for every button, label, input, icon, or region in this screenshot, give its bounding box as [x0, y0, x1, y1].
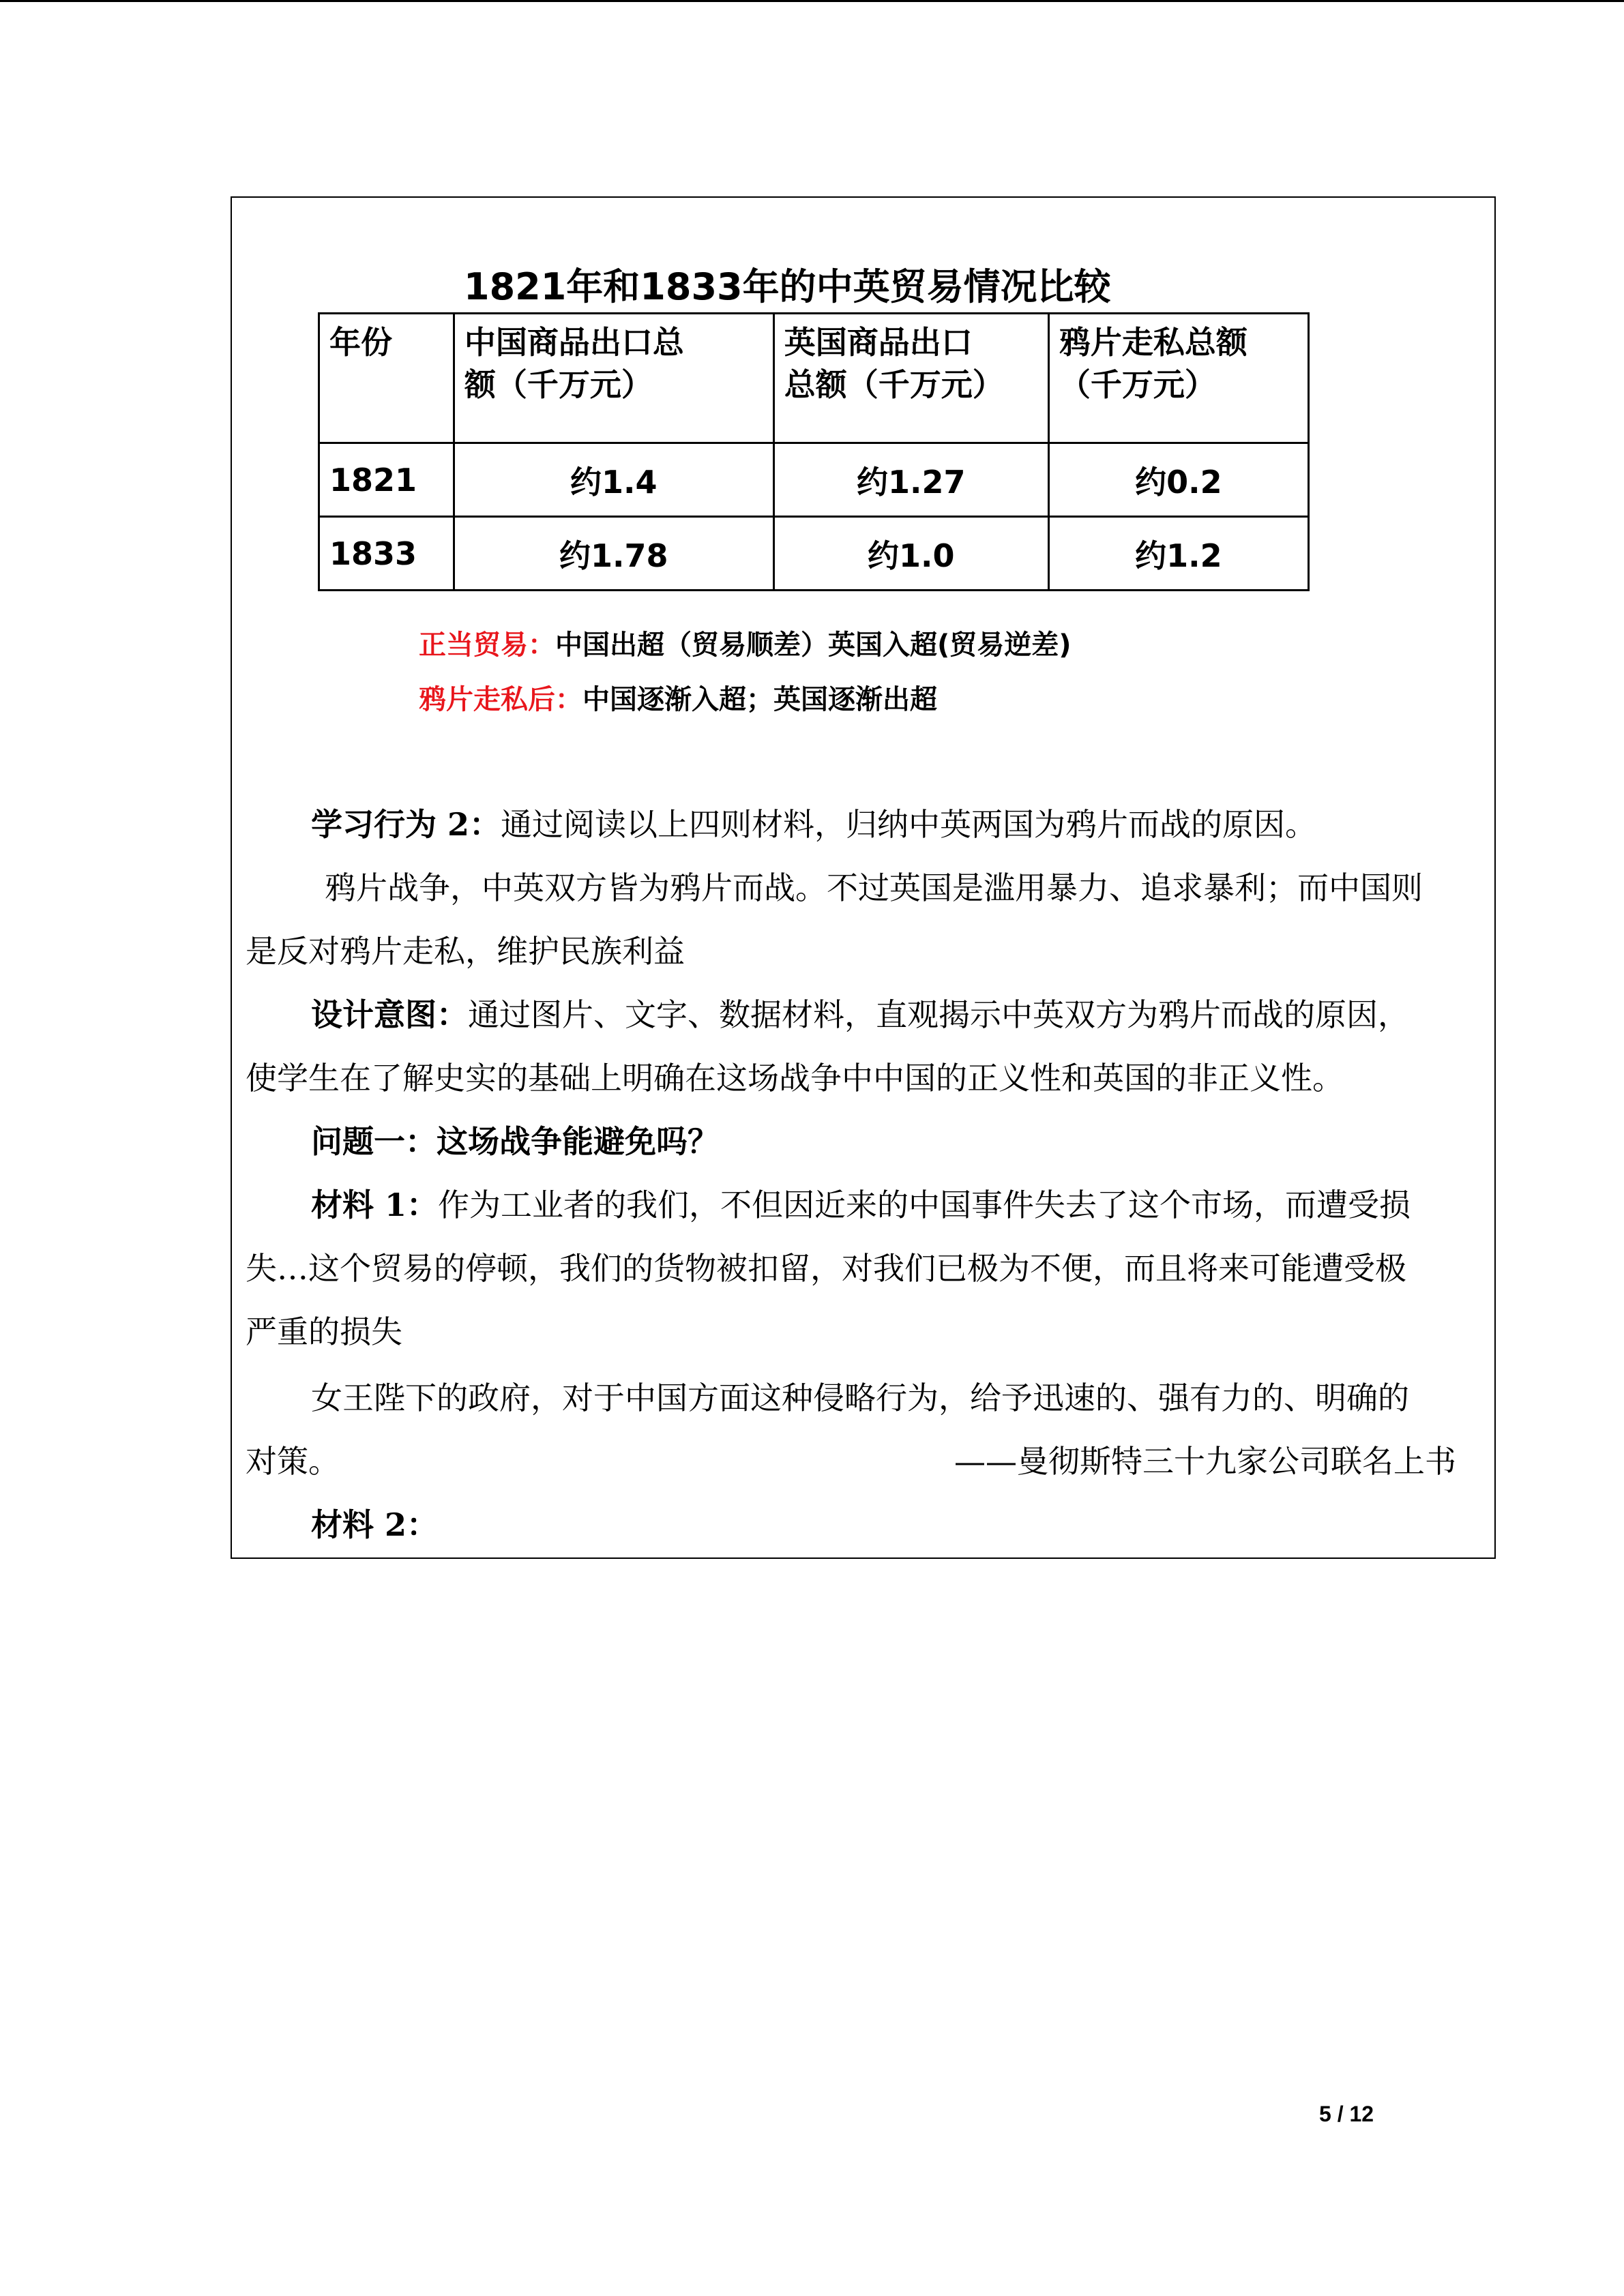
table-row — [319, 443, 1309, 517]
table-cell: 约1.78 — [454, 517, 773, 591]
material-2-line — [246, 1493, 1473, 1557]
header-line: 年份 — [329, 324, 392, 361]
note-label: 正当贸易： — [419, 629, 555, 661]
design-intent-line-2: 使学生在了解史实的基础上明确在这场战争中中国的正义性和英国的非正义性。 — [246, 1060, 1344, 1097]
table-cell: 约1.0 — [773, 517, 1048, 591]
note-text: 中国逐渐入超；英国逐渐出超 — [582, 684, 937, 715]
header-line: 总额（千万元） — [784, 366, 1004, 403]
intent-label: 设计意图： — [311, 996, 468, 1033]
answer-text: 鸦片战争，中英双方皆为鸦片而战。不过英国是滥用暴力、追求暴利；而中国则 — [325, 869, 1423, 906]
table-cell: 1833 — [319, 517, 454, 591]
queen-line-1 — [246, 1367, 1473, 1430]
header-line: 英国商品出口 — [784, 324, 973, 361]
header-line: 鸦片走私总额 — [1059, 324, 1247, 361]
table-cell: 约0.2 — [1048, 443, 1308, 517]
answer-line-2: 是反对鸦片走私，维护民族利益 — [246, 933, 685, 970]
table-header-row — [319, 314, 1309, 443]
table-row — [319, 517, 1309, 591]
material-1-text: 作为工业者的我们，不但因近来的中国事件失去了这个市场，而遭受损 — [438, 1187, 1411, 1223]
queen-text-end: 对策。 — [246, 1443, 340, 1480]
note-label: 鸦片走私后： — [419, 684, 582, 715]
page-number: 5 / 12 — [1319, 2102, 1374, 2126]
material-1-line-1 — [246, 1174, 1473, 1237]
behavior-label: 学习行为 2： — [311, 806, 501, 843]
signature: ——曼彻斯特三十九家公司联名上书 — [954, 1443, 1456, 1480]
header-britain-export — [773, 314, 1048, 443]
header-china-export — [454, 314, 773, 443]
page-top-rule — [0, 0, 1624, 2]
header-line: （千万元） — [1059, 366, 1216, 403]
table-cell: 约1.4 — [454, 443, 773, 517]
queen-line-2 — [246, 1430, 1456, 1493]
material-1-label: 材料 1： — [311, 1187, 439, 1223]
design-intent-paragraph — [246, 983, 1473, 1047]
learning-behavior-paragraph — [246, 793, 1473, 856]
answer-line-1 — [246, 856, 1473, 920]
trade-comparison-table — [318, 312, 1310, 591]
table-cell: 约1.2 — [1048, 517, 1308, 591]
material-1-line-2: 失…这个贸易的停顿，我们的货物被扣留，对我们已极为不便，而且将来可能遭受极 — [246, 1250, 1406, 1287]
note-after-smuggling — [419, 678, 937, 717]
question-one — [246, 1110, 1473, 1174]
header-line: 额（千万元） — [464, 366, 653, 403]
behavior-text: 通过阅读以上四则材料，归纳中英两国为鸦片而战的原因。 — [501, 806, 1317, 843]
question-text: 问题一：这场战争能避免吗？ — [311, 1123, 719, 1160]
material-1-line-3: 严重的损失 — [246, 1313, 402, 1350]
table-cell: 约1.27 — [773, 443, 1048, 517]
table-title: 1821年和1833年的中英贸易情况比较 — [464, 265, 1111, 308]
header-opium-smuggling — [1048, 314, 1308, 443]
material-2-label: 材料 2： — [311, 1506, 439, 1543]
header-line: 中国商品出口总 — [464, 324, 684, 361]
header-year — [319, 314, 454, 443]
queen-text: 女王陛下的政府，对于中国方面这种侵略行为，给予迅速的、强有力的、明确的 — [311, 1380, 1409, 1416]
note-legit-trade — [419, 623, 1072, 662]
note-text: 中国出超（贸易顺差）英国入超(贸易逆差) — [555, 629, 1072, 661]
table-cell: 1821 — [319, 443, 454, 517]
intent-text: 通过图片、文字、数据材料，直观揭示中英双方为鸦片而战的原因， — [468, 996, 1409, 1033]
